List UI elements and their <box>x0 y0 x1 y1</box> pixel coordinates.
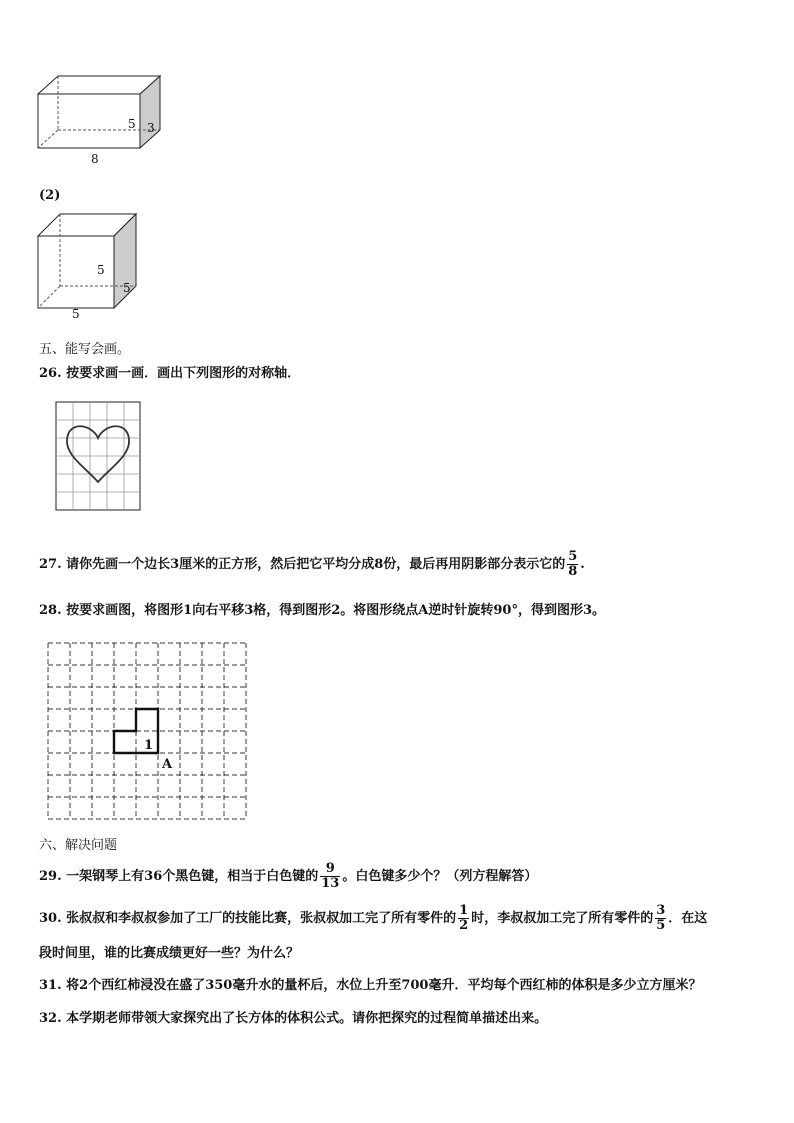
point-a-label: A <box>162 757 173 772</box>
cube-figure <box>30 210 150 322</box>
fraction-3-5: $\frac{3}{5}$ <box>656 903 666 933</box>
section-5-title: 五、能写会画。 <box>39 342 131 357</box>
fraction-9-13: $\frac{9}{13}$ <box>321 861 340 891</box>
shape-1-label: 1 <box>144 738 154 753</box>
question-26-text: 按要求画一画．画出下列图形的对称轴． <box>66 366 301 381</box>
heart-grid-figure <box>52 400 144 512</box>
question-30-number: 30. <box>39 911 62 926</box>
cube-height-label: 5 <box>123 281 131 295</box>
question-32: 32. 本学期老师带领大家探究出了长方体的体积公式。请你把探究的过程简单描述出来。 <box>39 1011 548 1026</box>
cuboid-height-label: 3 <box>147 121 155 135</box>
fraction-5-8: $\frac{5}{8}$ <box>568 549 578 579</box>
cuboid-length-label: 8 <box>91 152 99 166</box>
question-27: 27. 请你先画一个边长3厘米的正方形，然后把它平均分成8份，最后再用阴影部分表示它的 $\frac{5}{8}$ . <box>39 549 585 579</box>
dashed-grid-figure <box>44 640 254 822</box>
cuboid-figure <box>30 68 170 168</box>
question-27-number: 27. <box>39 557 62 572</box>
cuboid-depth-label: 5 <box>128 117 136 131</box>
question-27-text: 请你先画一个边长3厘米的正方形，然后把它平均分成8份，最后再用阴影部分表示它的 <box>66 557 566 572</box>
question-32-number: 32. <box>39 1011 62 1026</box>
question-30: 30. 张叔叔和李叔叔参加了工厂的技能比赛，张叔叔加工完了所有零件的 $\frac{1}{2}$ 时，李叔叔加工完了所有零件的 $\frac{3}{5}$ ．在这 <box>39 903 708 933</box>
question-30-line-2: 段时间里，谁的比赛成绩更好一些？为什么？ <box>39 946 300 961</box>
section-6-title: 六、解决问题 <box>39 838 118 853</box>
question-26 <box>39 366 300 382</box>
fraction-1-2: $\frac{1}{2}$ <box>459 903 469 933</box>
question-31: 31. 将2个西红柿浸没在盛了350毫升水的量杯后，水位上升至700毫升．平均每个西红柿的体积是多少立方厘米？ <box>39 978 702 993</box>
question-29: 29. 一架钢琴上有36个黑色键，相当于白色键的 $\frac{9}{13}$ 。白色键多少个？（列方程解答） <box>39 861 538 891</box>
question-28-text: 按要求画图，将图形1向右平移3格，得到图形2。将图形绕点A逆时针旋转90°，得到图形3。 <box>66 603 606 618</box>
question-31-number: 31. <box>39 978 62 993</box>
figure-2-label: (2) <box>39 188 61 203</box>
question-28-number: 28. <box>39 603 62 618</box>
cube-depth-label: 5 <box>97 263 105 277</box>
cube-length-label: 5 <box>72 307 80 321</box>
question-28 <box>39 603 605 619</box>
question-29-number: 29. <box>39 869 62 884</box>
question-26-number: 26. <box>39 366 62 381</box>
